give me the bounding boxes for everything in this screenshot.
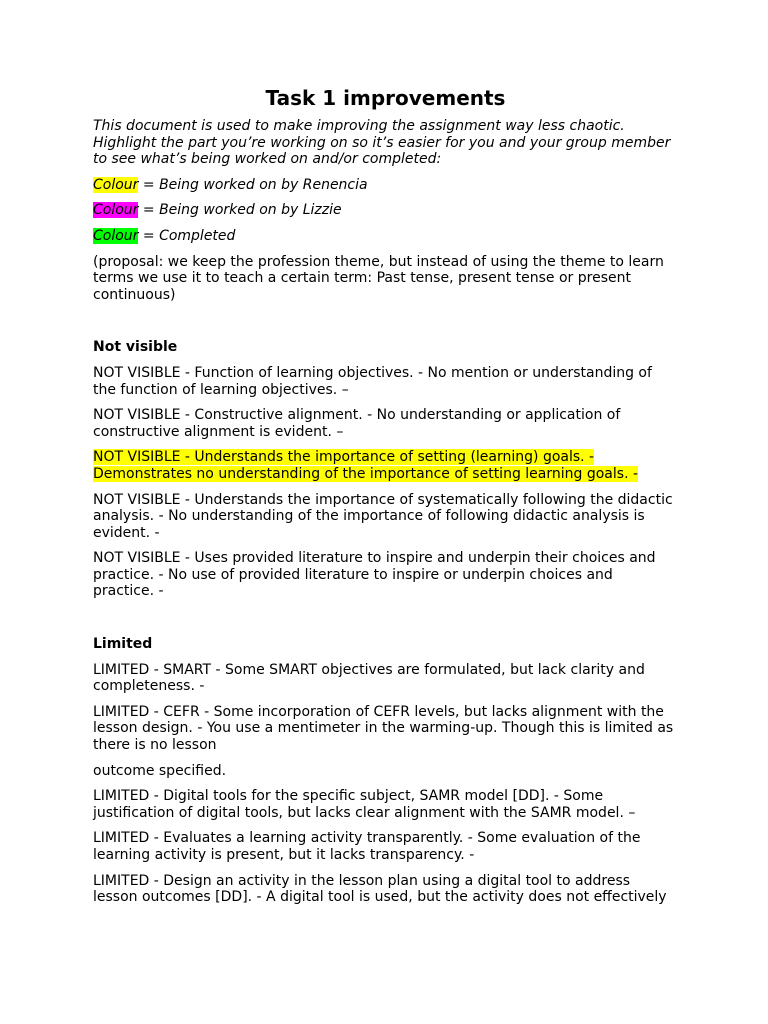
criterion-item: LIMITED - Evaluates a learning activity transparently. - Some evaluation of the learning activity is present, but it lacks transparency. - <box>93 830 641 863</box>
proposal-paragraph: (proposal: we keep the profession theme, but instead of using the theme to learn terms we use it to teach a certain term: Past tense, present tense or present continuous) <box>93 253 664 303</box>
legend-text-completed: = Completed <box>138 227 236 244</box>
criterion-item-highlighted <box>93 449 678 482</box>
criterion-item: LIMITED - SMART - Some SMART objectives are formulated, but lack clarity and completeness. - <box>93 661 645 695</box>
magenta-highlight-swatch: Colour <box>93 202 139 219</box>
criterion-item: LIMITED - Digital tools for the specific subject, SAMR model [DD]. - Some justification of digital tools, but lacks clear alignment with the SAMR model. – <box>93 788 636 821</box>
criterion-item: NOT VISIBLE - Uses provided literature to inspire and underpin their choices and practice. - No use of provided literature to inspire or underpin choices and practice. - <box>93 550 656 600</box>
document-title: Task 1 improvements <box>265 86 506 110</box>
intro-paragraph: This document is used to make improving the assignment way less chaotic. Highlight the part you’re working on so it’s easier for you and your group member to see what’s being worked on and/or completed: <box>93 118 671 168</box>
highlighted-text: NOT VISIBLE - Understands the importance of setting (learning) goals. - Demonstrates no understanding of the importance of setting learning goals. - <box>93 449 639 482</box>
legend-completed <box>93 228 678 245</box>
document-page <box>93 86 678 915</box>
criterion-item: NOT VISIBLE - Constructive alignment. - No understanding or application of constructive alignment is evident. – <box>93 407 621 440</box>
section-heading-not-visible: Not visible <box>93 339 178 356</box>
criterion-item: LIMITED - Design an activity in the lesson plan using a digital tool to address lesson outcomes [DD]. - A digital tool is used, but the activity does not effectively <box>93 872 667 906</box>
yellow-highlight-swatch: Colour <box>93 176 139 193</box>
spacer <box>93 609 678 636</box>
legend-text-lizzie: = Being worked on by Lizzie <box>138 202 342 219</box>
spacer <box>93 312 678 339</box>
legend-text-renencia: = Being worked on by Renencia <box>138 176 368 193</box>
criterion-item: NOT VISIBLE - Understands the importance of systematically following the didactic analysis. - No understanding of the importance of following didactic analysis is evident. - <box>93 491 673 541</box>
legend-renencia <box>93 177 678 194</box>
section-heading-limited: Limited <box>93 636 153 653</box>
green-highlight-swatch: Colour <box>93 227 139 244</box>
criterion-item: NOT VISIBLE - Function of learning objectives. - No mention or understanding of the function of learning objectives. – <box>93 364 652 398</box>
legend-lizzie <box>93 202 678 219</box>
criterion-item: LIMITED - CEFR - Some incorporation of CEFR levels, but lacks alignment with the lesson design. - You use a mentimeter in the warming-up. Though this is limited as there is no lesson <box>93 703 674 754</box>
criterion-item-continuation: outcome specified. <box>93 762 227 779</box>
